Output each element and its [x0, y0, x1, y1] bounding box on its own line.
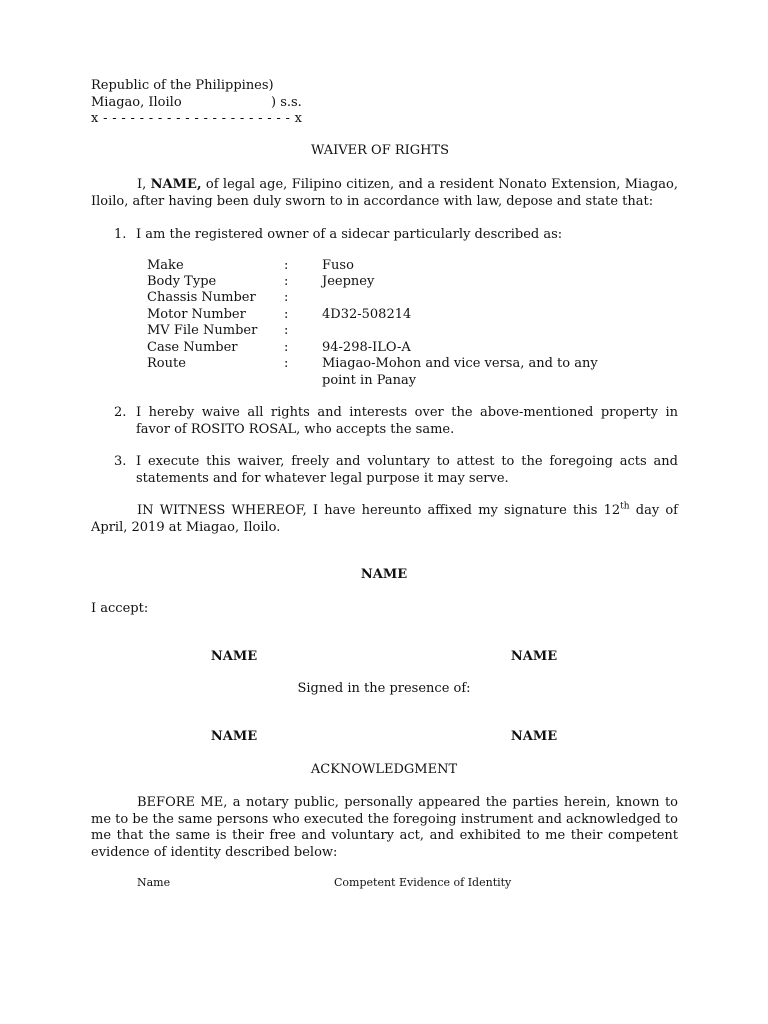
detail-label-make: Make — [147, 258, 184, 273]
presence-label: Signed in the presence of: — [297, 681, 471, 696]
intro-pre: I, — [137, 177, 151, 192]
detail-label-mv-file: MV File Number — [147, 323, 258, 338]
item-3-number: 3. — [114, 454, 127, 469]
venue-line-2-ss: ) s.s. — [271, 95, 302, 110]
detail-label-case: Case Number — [147, 340, 238, 355]
venue-line-2-place: Miagao, Iloilo — [91, 95, 182, 110]
acceptor-signature-right: NAME — [510, 649, 558, 664]
evidence-col-identity: Competent Evidence of Identity — [334, 876, 512, 889]
witness-pre: IN WITNESS WHEREOF, I have hereunto affixed my signature this 12 — [137, 503, 621, 518]
detail-sep: : — [284, 274, 289, 289]
detail-sep: : — [284, 258, 289, 273]
detail-sep: : — [284, 356, 289, 371]
detail-value-body-type: Jeepney — [322, 274, 375, 289]
venue-separator: x - - - - - - - - - - - - - - - - - - - - - x — [91, 111, 303, 126]
item-2-number: 2. — [114, 405, 127, 420]
detail-sep: : — [284, 290, 289, 305]
affiant-signature-name: NAME — [360, 567, 408, 582]
witness-post: day of April, 2019 at Miagao, Iloilo. — [91, 503, 678, 535]
witness-ordinal: th — [620, 501, 630, 512]
item-2-text: I hereby waive all rights and interests over the above-mentioned property in favor of ROSITO ROSAL, who accepts the same. — [136, 405, 678, 437]
acceptor-signature-left: NAME — [210, 649, 258, 664]
detail-sep: : — [284, 340, 289, 355]
detail-value-route: Miagao-Mohon and vice versa, and to any — [322, 356, 598, 371]
detail-label-chassis: Chassis Number — [147, 290, 256, 305]
accept-label: I accept: — [91, 601, 149, 616]
evidence-col-name: Name — [137, 876, 171, 889]
detail-label-route: Route — [147, 356, 186, 371]
witness-signature-right: NAME — [510, 729, 558, 744]
detail-sep: : — [284, 307, 289, 322]
detail-value-motor: 4D32-508214 — [322, 307, 412, 322]
witness-signature-left: NAME — [210, 729, 258, 744]
affiant-name: NAME, — [150, 177, 202, 192]
intro-rest: of legal age, Filipino citizen, and a resident Nonato Extension, Miagao, Iloilo, after having been duly sworn to in accordance with law, depose and state that: — [91, 177, 678, 209]
detail-label-body-type: Body Type — [147, 274, 217, 289]
detail-value-case: 94-298-ILO-A — [322, 340, 411, 355]
document-title: WAIVER OF RIGHTS — [311, 143, 450, 158]
witness-paragraph — [91, 503, 678, 536]
venue-line-1: Republic of the Philippines) — [91, 78, 274, 93]
item-3-text: I execute this waiver, freely and voluntary to attest to the foregoing acts and statements and for whatever legal purpose it may serve. — [136, 454, 678, 486]
detail-sep: : — [284, 323, 289, 338]
detail-label-motor: Motor Number — [147, 307, 246, 322]
detail-value-route-cont: point in Panay — [322, 373, 417, 388]
item-1-text: I am the registered owner of a sidecar particularly described as: — [136, 227, 563, 242]
item-1-number: 1. — [114, 227, 127, 242]
acknowledgment-title: ACKNOWLEDGMENT — [310, 762, 458, 777]
intro-paragraph — [91, 177, 678, 210]
acknowledgment-body: BEFORE ME, a notary public, personally appeared the parties herein, known to me to be the same persons who executed the foregoing instrument and acknowledged to me that the same is their free and voluntary act, and exhibited to me their competent evidence of identity described below: — [91, 795, 678, 860]
detail-value-make: Fuso — [322, 258, 354, 273]
